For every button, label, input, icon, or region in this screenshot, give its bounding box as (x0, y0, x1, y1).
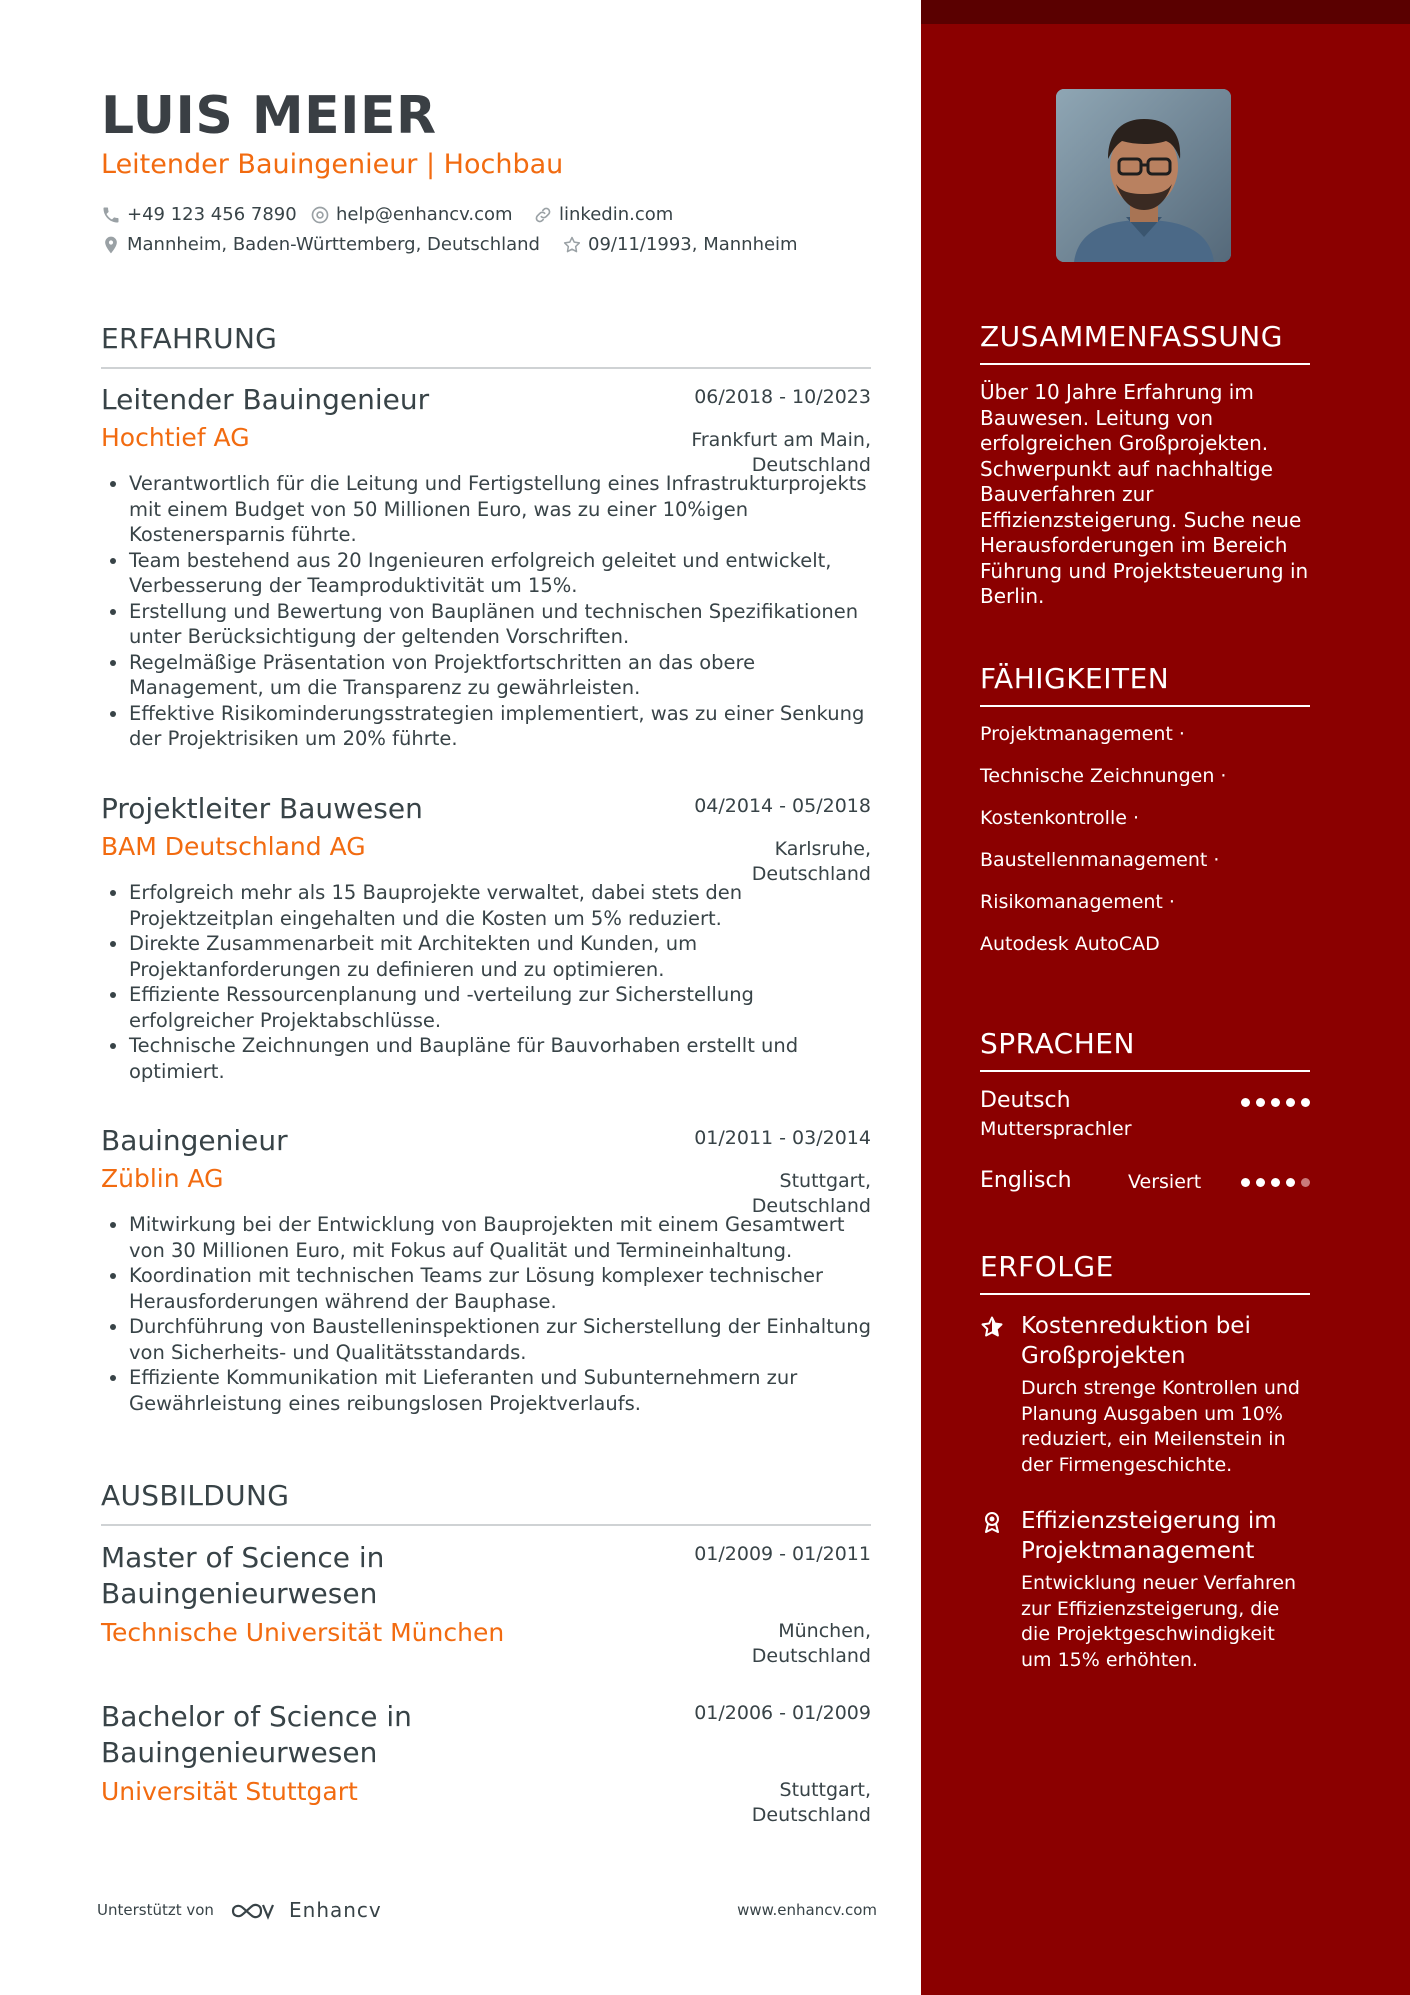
skills-section (980, 662, 1310, 965)
language-item (980, 1168, 1310, 1228)
phone-icon (101, 205, 121, 225)
bullet: • Effektive Risikominderungsstrategien implementiert, was zu einer Senkung der Projektrisiken um 20% führte. (129, 701, 871, 752)
rating-dot (1256, 1178, 1265, 1187)
rating-dot (1286, 1178, 1295, 1187)
job-location-country: Deutschland (751, 1195, 871, 1217)
phone-text: +49 123 456 7890 (127, 204, 297, 225)
bullet: • Verantwortlich für die Leitung und Fertigstellung eines Infrastrukturprojekts mit einem Budget von 50 Millionen Euro, was zu einer 10%igen Kostenersparnis führte. (129, 471, 871, 548)
job-title: Projektleiter Bauwesen (101, 792, 423, 825)
linkedin-text: linkedin.com (559, 204, 674, 225)
candidate-role: Leitender Bauingenieur | Hochbau (101, 149, 564, 180)
job-entry (101, 1124, 871, 1416)
bullet: • Durchführung von Baustelleninspektionen zur Sicherstellung der Einhaltung von Sicherheits- und Qualitätsstandards. (129, 1314, 871, 1365)
job-location (752, 837, 871, 887)
job-title: Bauingenieur (101, 1124, 288, 1157)
language-item (980, 1088, 1310, 1168)
contact-email[interactable] (310, 204, 513, 225)
skills-heading: FÄHIGKEITEN (980, 662, 1310, 707)
language-rating (1235, 1098, 1310, 1107)
job-location (691, 428, 871, 478)
location-pin-icon (101, 235, 121, 255)
avatar-illustration (1056, 89, 1231, 262)
bullet: • Regelmäßige Präsentation von Projektfortschritten an das obere Management, um die Transparenz zu gewährleisten. (129, 650, 871, 701)
rating-dot (1256, 1098, 1265, 1107)
bullet: • Direkte Zusammenarbeit mit Architekten und Kunden, um Projektanforderungen zu definieren und zu optimieren. (129, 931, 871, 982)
job-company: Hochtief AG (101, 423, 250, 452)
sidebar (921, 0, 1410, 1995)
education-heading: AUSBILDUNG (101, 1479, 871, 1526)
language-name: Deutsch (980, 1088, 1071, 1113)
candidate-name: LUIS MEIER (101, 86, 437, 146)
job-location-country: Deutschland (751, 863, 871, 885)
rating-dot (1271, 1098, 1280, 1107)
footer-url[interactable]: www.enhancv.com (737, 1901, 877, 1919)
languages-section (980, 1027, 1310, 1228)
degree-title: Master of Science in Bauingenieurwesen (101, 1541, 385, 1610)
bullet: • Technische Zeichnungen und Baupläne für Bauvorhaben erstellt und optimiert. (129, 1033, 871, 1084)
powered-by-text: Unterstützt von (97, 1901, 214, 1919)
education-location-city: München, (778, 1620, 871, 1642)
contact-phone[interactable] (101, 204, 297, 225)
education-location-city: Stuttgart, (779, 1779, 871, 1801)
rating-dot (1241, 1098, 1250, 1107)
contact-location (101, 234, 540, 255)
bullet: • Team bestehend aus 20 Ingenieuren erfolgreich geleitet und entwickelt, Verbesserung der Teamproduktivität um 15%. (129, 548, 871, 599)
job-date: 01/2011 - 03/2014 (694, 1127, 871, 1149)
education-location (752, 1778, 871, 1828)
at-icon (310, 205, 330, 225)
education-date: 01/2006 - 01/2009 (694, 1702, 871, 1724)
skill-item: Projektmanagement · (980, 723, 1185, 745)
bullet: • Koordination mit technischen Teams zur Lösung komplexer technischer Herausforderungen während der Bauphase. (129, 1263, 871, 1314)
job-company: Züblin AG (101, 1164, 224, 1193)
achievements-section (980, 1250, 1310, 1673)
job-location-city: Stuttgart, (779, 1170, 871, 1192)
education-date: 01/2009 - 01/2011 (694, 1543, 871, 1565)
education-location-country: Deutschland (751, 1645, 871, 1667)
job-bullets (101, 880, 871, 1084)
summary-section (980, 320, 1310, 610)
experience-heading: ERFAHRUNG (101, 322, 871, 369)
location-text: Mannheim, Baden-Württemberg, Deutschland (127, 234, 540, 255)
language-name: Englisch (980, 1168, 1072, 1193)
skill-item: Risikomanagement · (980, 891, 1175, 913)
job-bullets (101, 1212, 871, 1416)
achievement-item (980, 1506, 1310, 1673)
award-icon (980, 1510, 1004, 1534)
bullet: • Effiziente Ressourcenplanung und -verteilung zur Sicherstellung erfolgreicher Projektabschlüsse. (129, 982, 871, 1033)
birth-text: 09/11/1993, Mannheim (588, 234, 798, 255)
education-location-country: Deutschland (751, 1804, 871, 1826)
bullet: • Mitwirkung bei der Entwicklung von Bauprojekten mit einem Gesamtwert von 30 Millionen Euro, mit Fokus auf Qualität und Termineinhaltung. (129, 1212, 871, 1263)
job-date: 06/2018 - 10/2023 (694, 386, 871, 408)
education-entry (101, 1540, 871, 1667)
bullet: • Erfolgreich mehr als 15 Bauprojekte verwaltet, dabei stets den Projektzeitplan eingehalten und die Kosten um 5% reduziert. (129, 880, 871, 931)
degree-title: Bachelor of Science in Bauingenieurwesen (101, 1700, 412, 1769)
language-level: Versiert (1128, 1171, 1202, 1193)
job-location-city: Karlsruhe, (774, 838, 871, 860)
enhancv-logo-icon (229, 1899, 277, 1923)
job-bullets (101, 471, 871, 752)
job-entry (101, 383, 871, 752)
job-location-city: Frankfurt am Main, (691, 429, 871, 451)
skill-item: Kostenkontrolle · (980, 807, 1140, 829)
profile-photo (1056, 89, 1231, 262)
languages-heading: SPRACHEN (980, 1027, 1310, 1072)
education-entry (101, 1699, 871, 1826)
contact-birth (562, 234, 798, 255)
achievement-item (980, 1311, 1310, 1478)
star-outline-icon (562, 235, 582, 255)
sidebar-top-bar (921, 0, 1410, 24)
rating-dot (1286, 1098, 1295, 1107)
footer (97, 1895, 877, 1925)
skill-item: Autodesk AutoCAD (980, 933, 1160, 955)
language-level: Muttersprachler (980, 1118, 1132, 1140)
email-text: help@enhancv.com (336, 204, 513, 225)
skill-item: Technische Zeichnungen · (980, 765, 1227, 787)
rating-dot (1271, 1178, 1280, 1187)
link-icon (533, 205, 553, 225)
bullet: • Erstellung und Bewertung von Bauplänen und technischen Spezifikationen unter Berücksichtigung der geltenden Vorschriften. (129, 599, 871, 650)
school-name: Technische Universität München (101, 1618, 505, 1647)
summary-heading: ZUSAMMENFASSUNG (980, 320, 1310, 365)
achievement-title: Kostenreduktion bei Großprojekten (1021, 1313, 1251, 1369)
achievements-heading: ERFOLGE (980, 1250, 1310, 1295)
job-title: Leitender Bauingenieur (101, 383, 430, 416)
job-entry (101, 792, 871, 1084)
job-location-country: Deutschland (751, 454, 871, 476)
job-company: BAM Deutschland AG (101, 832, 366, 861)
language-rating (1235, 1178, 1310, 1187)
bullet: • Effiziente Kommunikation mit Lieferanten und Subunternehmern zur Gewährleistung eines reibungslosen Projektverlaufs. (129, 1365, 871, 1416)
job-date: 04/2014 - 05/2018 (694, 795, 871, 817)
brand-name: Enhancv (289, 1898, 382, 1922)
school-name: Universität Stuttgart (101, 1777, 358, 1806)
contact-linkedin[interactable] (533, 204, 673, 225)
rating-dot (1241, 1178, 1250, 1187)
summary-text: Über 10 Jahre Erfahrung im Bauwesen. Leitung von erfolgreichen Großprojekten. Schwerpunkt auf nachhaltige Bauverfahren zur Effizienzsteigerung. Suche neue Herausforderungen im Bereich Führung und Projektsteuerung in Berlin. (980, 380, 1309, 608)
rating-dot (1301, 1178, 1310, 1187)
achievement-description: Entwicklung neuer Verfahren zur Effizienzsteigerung, die die Projektgeschwindigkeit um 15% erhöhten. (1021, 1572, 1297, 1671)
rating-dot (1301, 1098, 1310, 1107)
achievement-description: Durch strenge Kontrollen und Planung Ausgaben um 10% reduziert, ein Meilenstein in der Firmengeschichte. (1021, 1377, 1300, 1476)
education-location (752, 1619, 871, 1669)
skill-item: Baustellenmanagement · (980, 849, 1220, 871)
job-location (752, 1169, 871, 1219)
star-icon (980, 1315, 1004, 1339)
achievement-title: Effizienzsteigerung im Projektmanagement (1021, 1508, 1277, 1564)
